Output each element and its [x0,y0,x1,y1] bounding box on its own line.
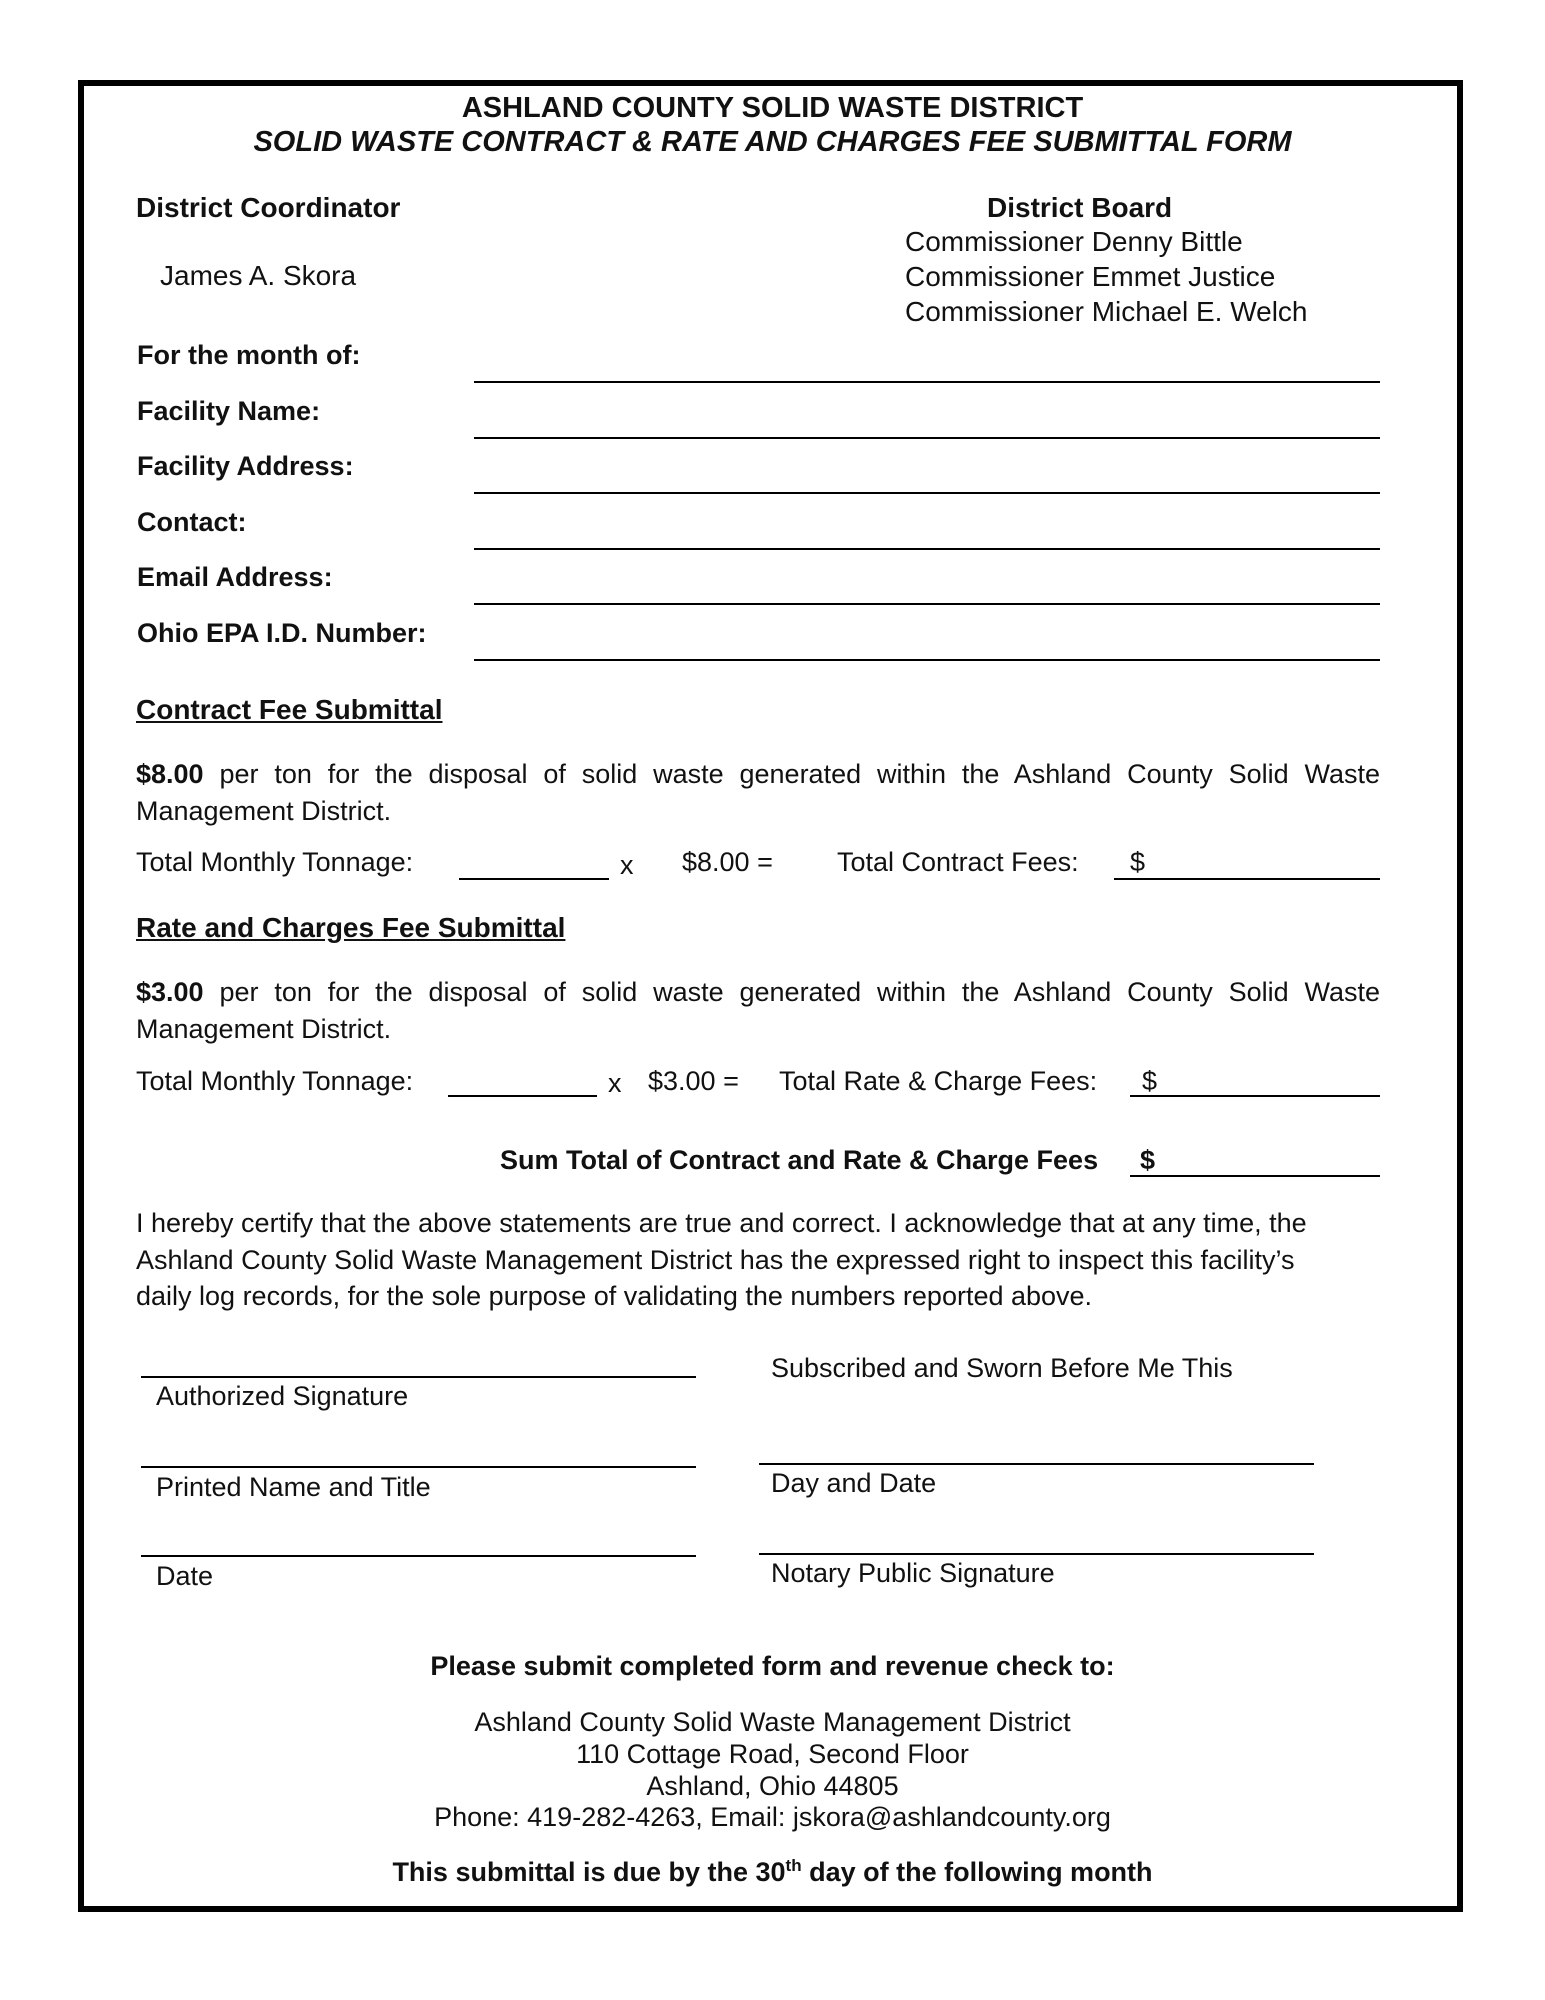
rate-desc-text: per ton for the disposal of solid waste generated within the Ashland County Solid Waste Management District. [136,977,1380,1044]
date-label: Date [156,1561,214,1591]
contract-heading: Contract Fee Submittal [136,694,443,725]
coordinator-label: District Coordinator [136,192,401,223]
due-notice-sup: th [785,1856,802,1875]
rate-heading: Rate and Charges Fee Submittal [136,912,566,943]
board-label: District Board [987,192,1173,223]
contract-tonnage-field[interactable] [459,878,609,880]
footer-city: Ashland, Ohio 44805 [646,1771,899,1801]
email-label: Email Address: [137,562,333,592]
district-title: ASHLAND COUNTY SOLID WASTE DISTRICT [461,92,1084,124]
contract-times: x [620,850,634,880]
due-notice-pre: This submittal is due by the 30 [392,1857,786,1887]
day-date-label: Day and Date [771,1468,937,1498]
contract-total-label: Total Contract Fees: [837,847,1079,877]
contact-field[interactable] [474,548,1380,550]
sum-label: Sum Total of Contract and Rate & Charge Fees [500,1145,1099,1175]
sum-total-field[interactable] [1130,1175,1380,1177]
rate-times: x [608,1068,622,1098]
month-field[interactable] [474,381,1380,383]
due-notice [0,1856,1545,1888]
form-title: SOLID WASTE CONTRACT & RATE AND CHARGES FEE SUBMITTAL FORM [253,126,1292,158]
board-member-2: Commissioner Emmet Justice [905,261,1276,292]
contract-total-field[interactable] [1114,878,1380,880]
certify-line-3: daily log records, for the sole purpose of validating the numbers reported above. [136,1281,1093,1311]
rate-total-field[interactable] [1130,1095,1380,1097]
contract-desc-text: per ton for the disposal of solid waste generated within the Ashland County Solid Waste Management District. [136,759,1380,826]
printed-name-label: Printed Name and Title [156,1472,431,1502]
footer-org: Ashland County Solid Waste Management District [474,1707,1071,1737]
notary-signature-line[interactable] [759,1553,1314,1555]
rate-description [136,974,1380,1048]
day-date-line[interactable] [759,1463,1314,1465]
due-notice-post: day of the following month [801,1857,1153,1887]
epa-id-field[interactable] [474,659,1380,661]
board-member-1: Commissioner Denny Bittle [905,226,1243,257]
facility-address-field[interactable] [474,492,1380,494]
contract-tonnage-label: Total Monthly Tonnage: [136,847,414,877]
rate-tonnage-label: Total Monthly Tonnage: [136,1066,414,1096]
contact-label: Contact: [137,507,247,537]
submit-instruction: Please submit completed form and revenue check to: [430,1651,1115,1681]
rate-rate: $3.00 [136,977,204,1007]
date-line[interactable] [141,1555,696,1557]
coordinator-name: James A. Skora [160,260,357,291]
contract-currency: $ [1130,847,1146,877]
contract-description [136,756,1380,830]
sworn-label: Subscribed and Sworn Before Me This [771,1353,1233,1383]
month-label: For the month of: [137,340,361,370]
certify-line-2: Ashland County Solid Waste Management District has the expressed right to inspect this facility’s [136,1245,1295,1275]
authorized-signature-label: Authorized Signature [156,1381,409,1411]
rate-tonnage-field[interactable] [448,1095,597,1097]
facility-address-label: Facility Address: [137,451,354,481]
email-field[interactable] [474,603,1380,605]
footer-contact: Phone: 419-282-4263, Email: jskora@ashlandcounty.org [434,1802,1111,1832]
facility-name-field[interactable] [474,437,1380,439]
sum-currency: $ [1140,1145,1156,1175]
contract-rate: $8.00 [136,759,204,789]
rate-rate-eq: $3.00 = [648,1066,739,1096]
rate-total-label: Total Rate & Charge Fees: [779,1066,1098,1096]
footer-street: 110 Cottage Road, Second Floor [576,1739,969,1769]
facility-name-label: Facility Name: [137,396,321,426]
printed-name-line[interactable] [141,1466,696,1468]
authorized-signature-line[interactable] [141,1376,696,1378]
epa-id-label: Ohio EPA I.D. Number: [137,618,427,648]
certify-line-1: I hereby certify that the above statements are true and correct. I acknowledge that at any time, the [136,1208,1307,1238]
notary-signature-label: Notary Public Signature [771,1558,1055,1588]
contract-rate-eq: $8.00 = [682,847,773,877]
board-member-3: Commissioner Michael E. Welch [905,296,1308,327]
rate-currency: $ [1142,1066,1158,1096]
